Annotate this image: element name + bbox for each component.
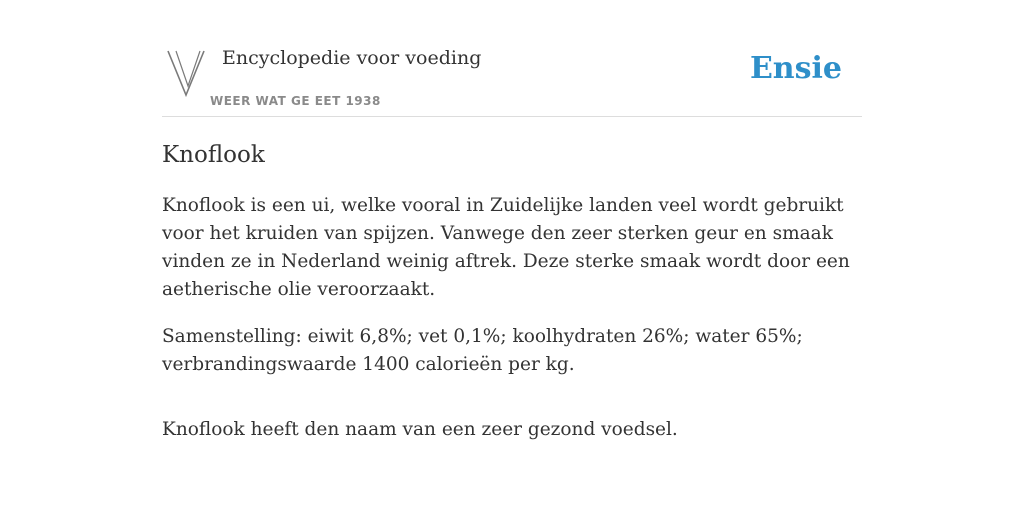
- article-paragraph-description: Knoflook is een ui, welke vooral in Zuidelijke landen veel wordt gebruikt voor het kruiden van spijzen. Vanwege den zeer sterken geur en smaak vinden ze in Nederland weinig aftrek. Deze sterke smaak wordt door een aetherische olie veroorzaakt.: [162, 195, 850, 300]
- source-subtitle: WEER WAT GE EET 1938: [210, 94, 381, 108]
- source-header: [162, 0, 862, 117]
- source-title[interactable]: Encyclopedie voor voeding: [222, 47, 482, 69]
- article-paragraph-health: Knoflook heeft den naam van een zeer gezond voedsel.: [162, 419, 678, 440]
- v-letter-logo-icon[interactable]: [166, 49, 208, 97]
- ensie-brand-link[interactable]: Ensie: [749, 51, 842, 86]
- article-paragraph-composition: Samenstelling: eiwit 6,8%; vet 0,1%; koolhydraten 26%; water 65%; verbrandingswaarde 1400 calorieën per kg.: [162, 326, 803, 375]
- article-title: Knoflook: [162, 142, 265, 168]
- article-body: [162, 192, 862, 463]
